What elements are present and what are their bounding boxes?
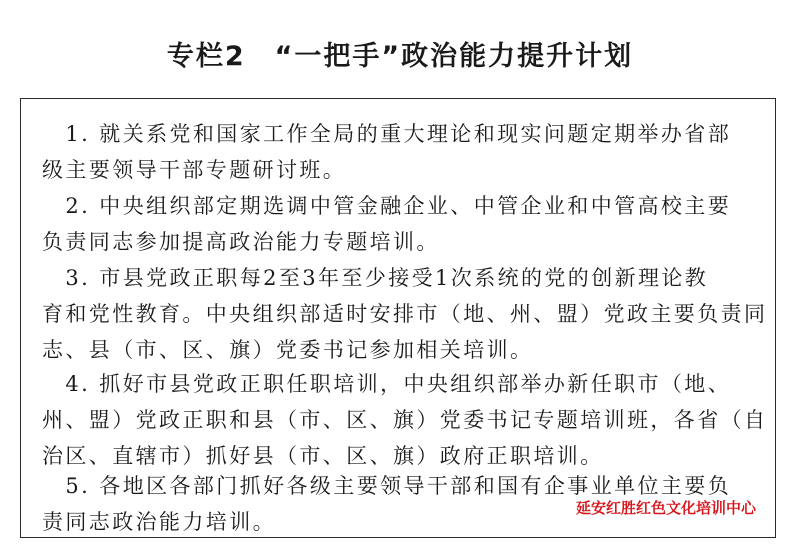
text-line: 治区、直辖市）抓好县（市、区、旗）政府正职培训。	[42, 444, 604, 468]
text-line: 州、盟）党政正职和县（市、区、旗）党委书记专题培训班，各省（自	[42, 408, 768, 432]
page-title: 专栏2 “一把手”政治能力提升计划	[166, 41, 634, 72]
watermark: 延安红胜红色文化培训中心	[576, 499, 757, 517]
text-line: 5. 各地区各部门抓好各级主要领导干部和国有企事业单位主要负	[42, 474, 732, 498]
text-line: 责同志政治能力培训。	[42, 510, 276, 534]
text-line: 志、县（市、区、旗）党委书记参加相关培训。	[42, 338, 534, 362]
list-item-2	[42, 188, 778, 260]
text-line: 负责同志参加提高政治能力专题培训。	[42, 230, 440, 254]
list-item-4	[42, 366, 778, 474]
text-line: 级主要领导干部专题研讨班。	[42, 158, 347, 182]
list-item-3	[42, 260, 778, 368]
text-line: 3. 市县党政正职每2至3年至少接受1次系统的党的创新理论教	[42, 266, 709, 290]
text-line: 育和党性教育。中央组织部适时安排市（地、州、盟）党政主要负责同	[42, 302, 768, 326]
text-line: 4. 抓好市县党政正职任职培训，中央组织部举办新任职市（地、	[42, 372, 732, 396]
list-item-1	[42, 116, 778, 188]
text-line: 2. 中央组织部定期选调中管金融企业、中管企业和中管高校主要	[42, 194, 732, 218]
text-line: 1. 就关系党和国家工作全局的重大理论和现实问题定期举办省部	[42, 122, 732, 146]
